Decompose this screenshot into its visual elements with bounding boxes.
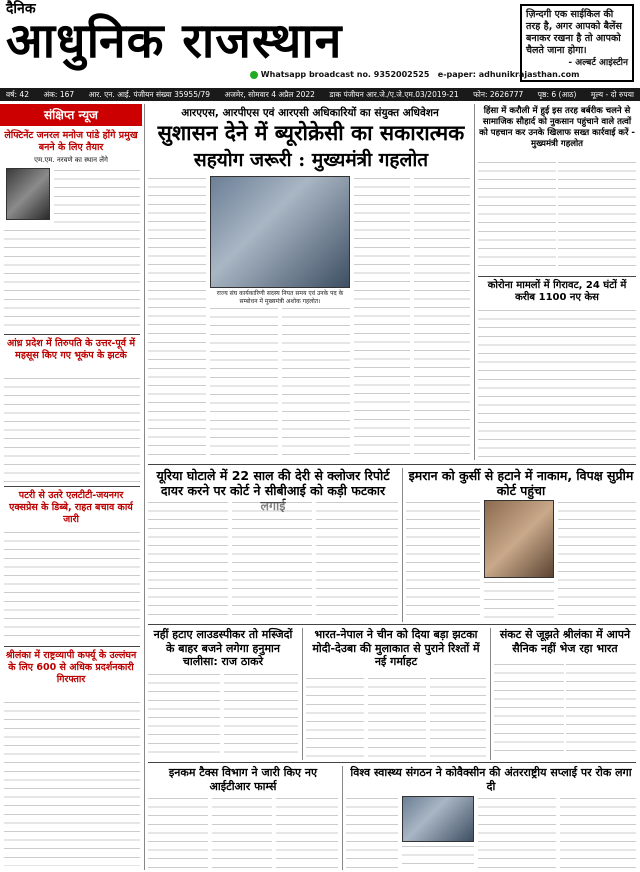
postal: डाक पंजीयन आर.जे./ए.जे.एम.03/2019-21 [329, 90, 459, 99]
lead-subheadline[interactable]: सहयोग जरूरी : मुख्यमंत्री गहलोत [193, 149, 429, 171]
column-rule [474, 104, 475, 460]
imran-photo [484, 500, 554, 578]
sidebar-headline-1[interactable]: लेफ्टिनेंट जनरल मनोज पांडे होंगे प्रमुख बनने के लिए तैयार [4, 130, 138, 153]
urea-text-col1 [148, 500, 228, 620]
sidebar-byline-1: एम.एम. नरवणे का स्थान लेंगे [34, 156, 108, 164]
lead-text-col1 [148, 176, 206, 336]
sidebar-text-4 [4, 700, 140, 866]
dateline: अजमेर, सोमवार 4 अप्रैल 2022 [224, 90, 315, 99]
imran-text-col2 [484, 580, 554, 620]
imran-text-col1 [406, 500, 480, 620]
issue: अंक: 167 [43, 90, 75, 99]
lead-text-col3 [282, 306, 350, 460]
divider [478, 276, 636, 277]
thackeray-text-col2 [224, 672, 298, 758]
urea-text-col2 [232, 500, 312, 620]
who-text-col4 [560, 796, 636, 868]
imran-headline[interactable]: इमरान को कुर्सी से हटाने में नाकाम, विपक्ष सुप्रीम कोर्ट पहुंचा [408, 468, 634, 498]
column-rule [402, 468, 403, 622]
section-rule [148, 464, 636, 465]
nepal-text-col2 [368, 676, 426, 758]
quote-text: ज़िन्दगी एक साईकिल की तरह है, अगर आपको बैलेंस बनाकर रखना है तो आपको चैलते जाना होगा। [526, 9, 622, 56]
column-rule [342, 766, 343, 870]
sidebar-text-1b [4, 228, 140, 330]
whatsapp-icon [250, 71, 258, 79]
itr-text-col2 [212, 796, 272, 868]
army-chief-photo [6, 168, 50, 220]
sidebar-rule [144, 104, 145, 870]
newspaper-title: आधुनिक राजस्थान [6, 13, 343, 69]
covid-headline[interactable]: कोरोना मामलों में गिरावट, 24 घंटों में करीब 1100 नए केस [487, 280, 627, 303]
who-text-col3 [478, 796, 556, 868]
pages: पृष्ठ: 6 (आठ) [537, 90, 577, 99]
sidebar-text-1a [54, 168, 140, 228]
section-rule [148, 762, 636, 763]
srilanka-text-col2 [566, 662, 636, 758]
year: वर्ष: 42 [6, 90, 29, 99]
right-text-col2 [558, 160, 636, 272]
rni: आर. एन. आई. पंजीयन संख्या 35955/79 [88, 90, 211, 99]
divider [4, 334, 140, 335]
divider [4, 486, 140, 487]
itr-headline[interactable]: इनकम टैक्स विभाग ने जारी किए नए आईटीआर फार्म्स [168, 766, 318, 793]
lead-headline[interactable]: सुशासन देने में ब्यूरोक्रेसी का सकारात्मक [157, 120, 465, 145]
thackeray-headline[interactable]: नहीं हटाए लाउडस्पीकर तो मस्जिदों के बाहर बजने लगेगा हनुमान चालीसा: राज ठाकरे [153, 628, 293, 668]
divider [4, 646, 140, 647]
lead-kicker: आरएएस, आरपीएस एवं आरएसी अधिकारियों का संयुक्त अधिवेशन [181, 107, 439, 119]
sidebar-text-2 [4, 376, 140, 482]
lead-text-col4 [354, 176, 410, 460]
quote-author: - अल्बर्ट आइंस्टीन [568, 58, 628, 68]
epaper-link[interactable]: e-paper: adhunikrajasthan.com [437, 70, 580, 79]
who-text-col1 [346, 796, 398, 868]
sidebar-headline-2[interactable]: आंध्र प्रदेश में तिरुपति के उत्तर-पूर्व में महसूस किए गए भूकंप के झटके [6, 338, 136, 361]
nepal-text-col1 [306, 676, 364, 758]
price: मूल्य - दो रुपया [590, 90, 634, 99]
column-rule [302, 628, 303, 760]
contact-bar [250, 70, 580, 82]
urea-headline[interactable]: यूरिया घोटाले में 22 साल की देरी से क्लोजर रिपोर्ट दायर करने पर कोर्ट ने सीबीआई को कड़ी फटकार [156, 468, 390, 498]
lead-photo-caption: राज्य संघ कार्यकारिणी सदस्य नियत समय एवं उनके पद के सम्बोधन में मुख्यमंत्री अशोक गहलोत। [216, 290, 344, 305]
who-text-col2 [402, 844, 474, 868]
nepal-headline[interactable]: भारत-नेपाल ने चीन को दिया बड़ा झटका मोदी-देउबा की मुलाकात से पुराने रिश्तों में नई गर्माहट [312, 628, 480, 668]
lead-text-col5 [414, 176, 470, 460]
lead-photo [210, 176, 350, 288]
phone: फोन: 2626777 [473, 90, 524, 99]
itr-text-col1 [148, 796, 208, 868]
right-story-headline[interactable]: हिंसा में करौली में हुई इस तरह बर्बरीक चलने से सामाजिक सौहार्द को नुकसान पहुंचाने वाले तत्वों को पहचान कर उनके खिलाफ सख्त कार्रवाई करें - मुख्यमंत्री गहलोत [479, 106, 635, 149]
covid-text [478, 308, 636, 460]
thackeray-text-col1 [148, 672, 220, 758]
sidebar-headline-3[interactable]: पटरी से उतरे एलटीटी-जयनगर एक्सप्रेस के डिब्बे, राहत बचाव कार्य जारी [9, 490, 133, 525]
srilanka-text-col1 [494, 662, 564, 758]
sidebar-text-3 [4, 530, 140, 642]
masthead [6, 1, 456, 69]
masthead-prefix: दैनिक [6, 1, 36, 17]
who-photo [402, 796, 474, 842]
lead-text-col1b [148, 340, 206, 460]
who-headline[interactable]: विश्व स्वास्थ्य संगठन ने कोवैक्सीन की अंतरराष्ट्रीय सप्लाई पर रोक लगा दी [350, 766, 632, 793]
whatsapp-number: Whatsapp broadcast no. 9352002525 [260, 70, 430, 79]
lead-text-col2 [210, 306, 278, 460]
imran-text-col3 [558, 500, 636, 620]
sidebar-headline-4[interactable]: श्रीलंका में राष्ट्रव्यापी कर्फ्यू के उल्लंघन के लिए 600 से अधिक प्रदर्शनकारी गिरफ्तार [5, 650, 137, 685]
right-text-col1 [478, 160, 556, 272]
section-rule [148, 624, 636, 625]
nepal-text-col3 [430, 676, 486, 758]
urea-text-col3 [316, 500, 398, 620]
info-bar [0, 88, 640, 101]
sidebar-header: संक्षिप्त न्यूज [0, 104, 142, 126]
itr-text-col3 [276, 796, 338, 868]
srilanka-headline[interactable]: संकट से जूझते श्रीलंका में आपने सैनिक नहीं भेज रहा भारत [499, 628, 631, 655]
column-rule [490, 628, 491, 760]
